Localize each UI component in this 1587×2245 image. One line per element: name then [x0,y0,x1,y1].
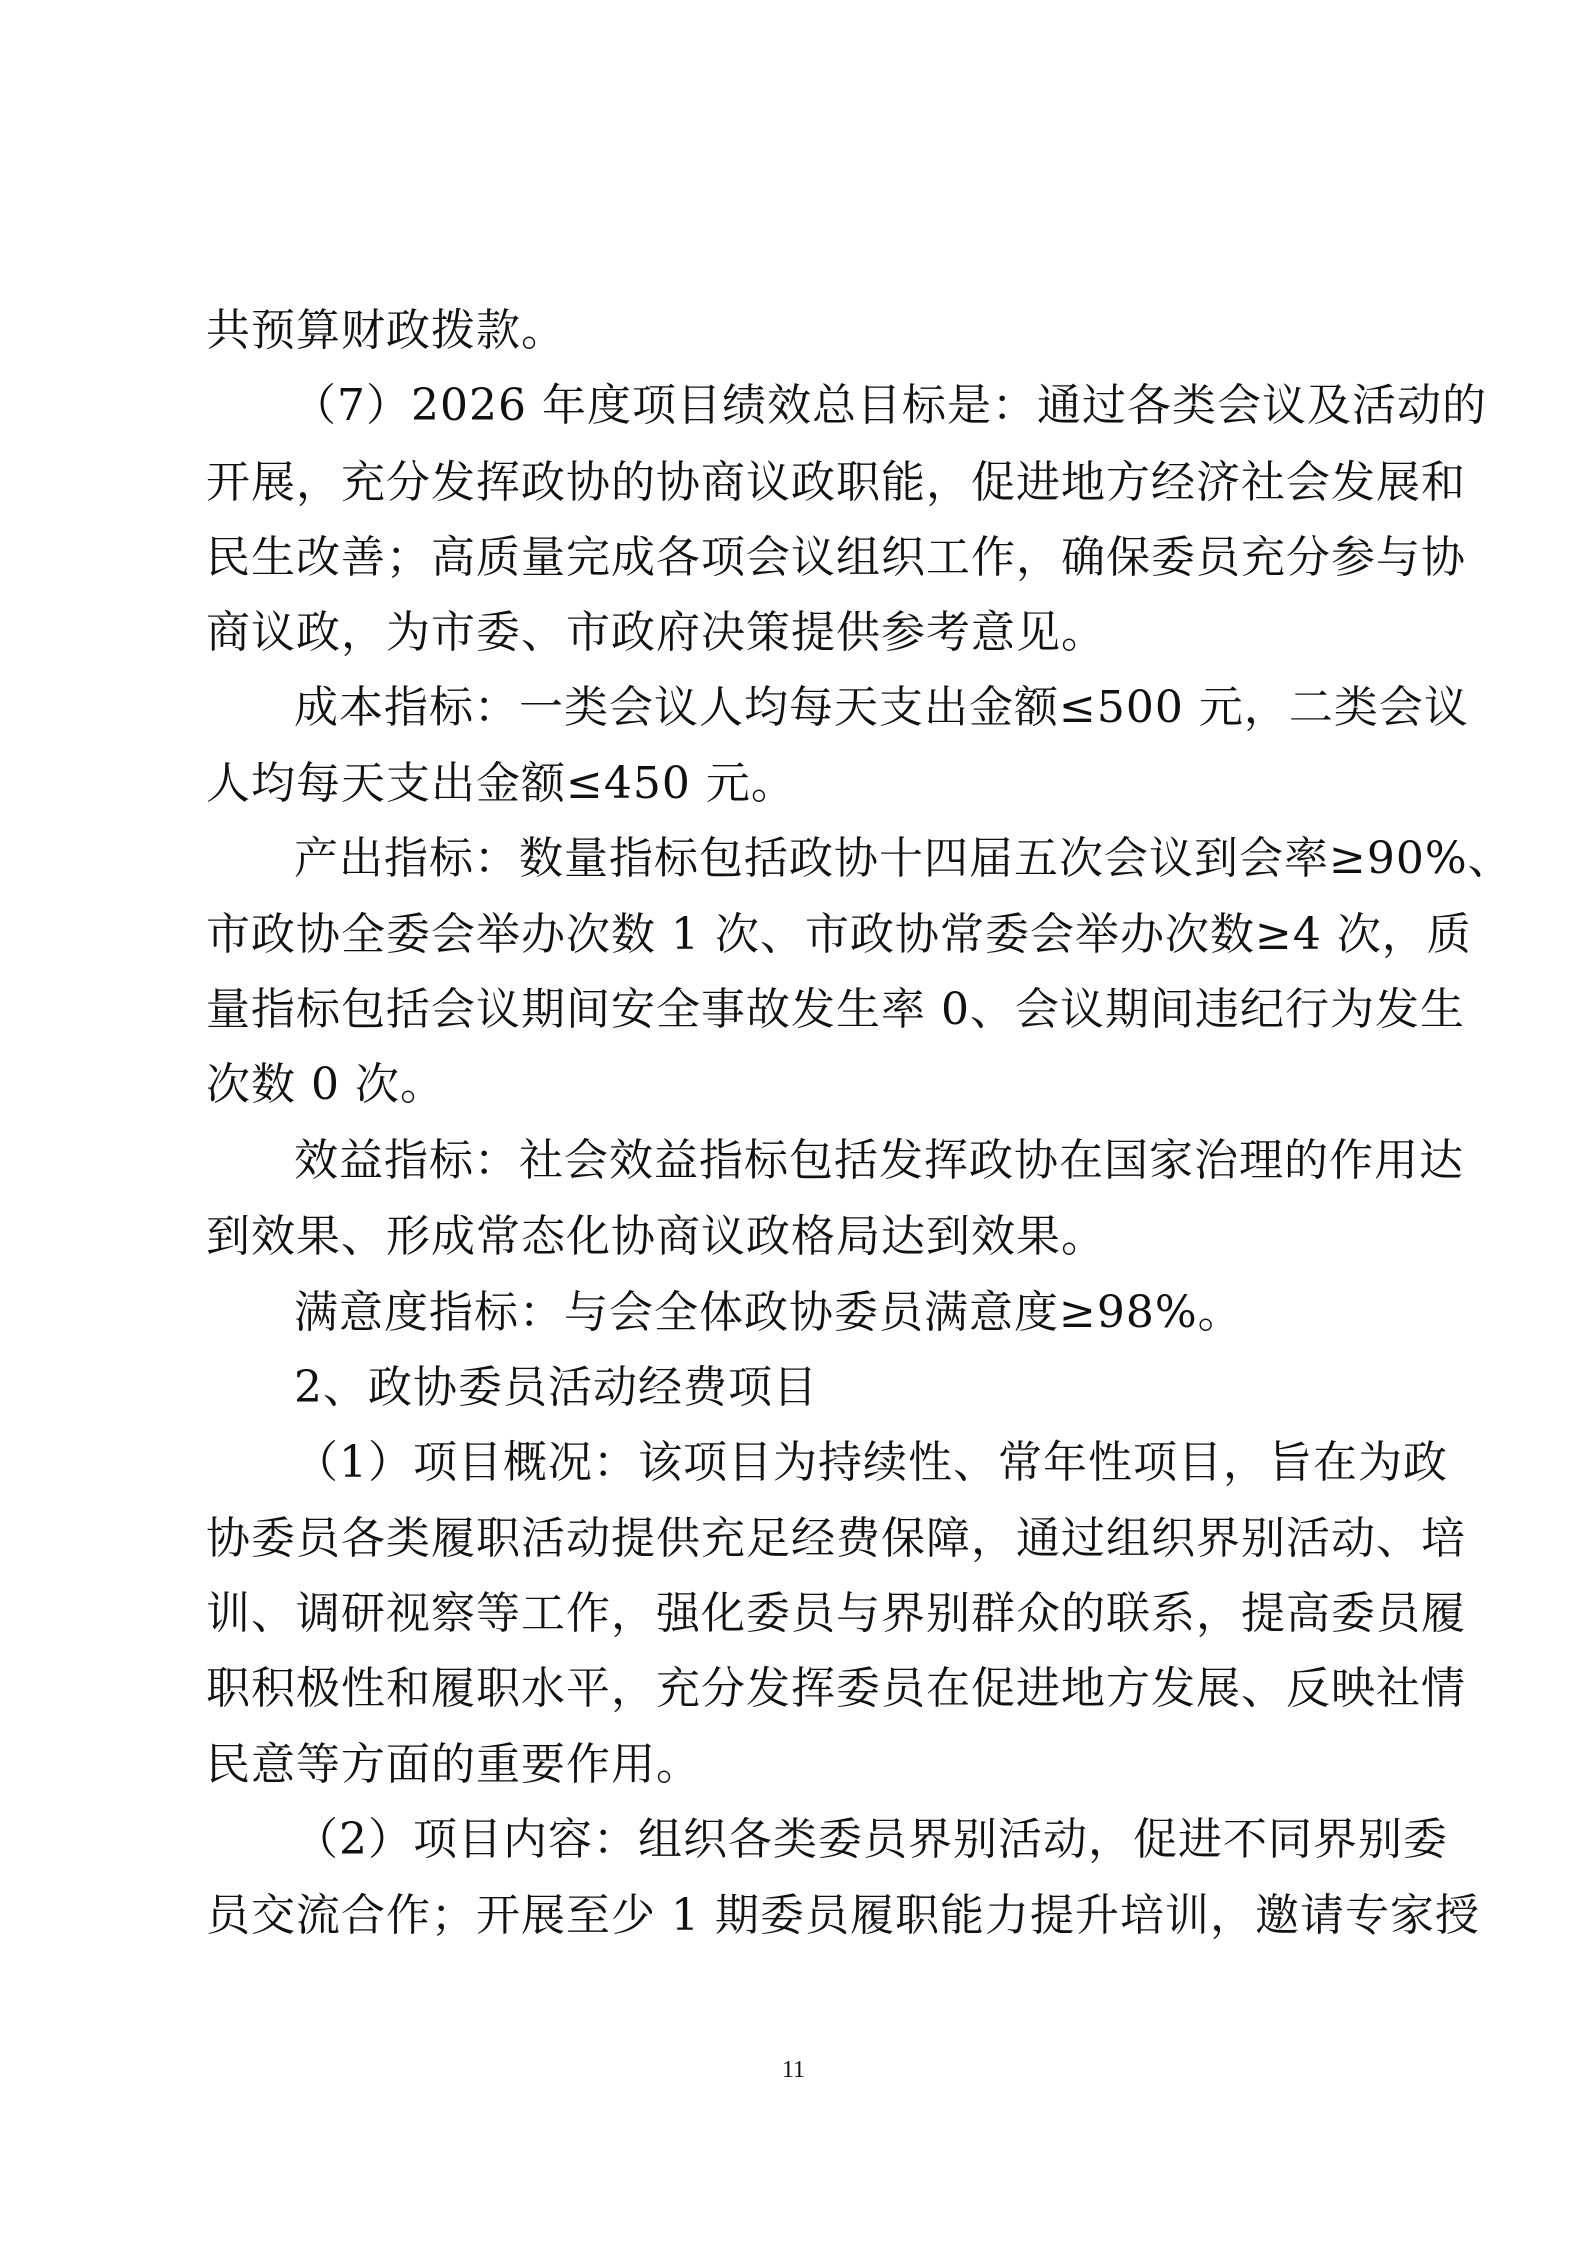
text-line-21: （2）项目内容：组织各类委员界别活动，促进不同界别委 [294,1814,1448,1865]
text-line-8: 产出指标：数量指标包括政协十四届五次会议到会率≥90%、 [294,833,1513,884]
text-line-10: 量指标包括会议期间安全事故发生率 0、会议期间违纪行为发生 [206,984,1465,1035]
section-heading: 2、政协委员活动经费项目 [294,1362,818,1413]
text-line-11: 次数 0 次。 [206,1059,445,1110]
page-number: 11 [781,2057,806,2083]
text-line-14: 满意度指标：与会全体政协委员满意度≥98%。 [294,1287,1243,1338]
text-line-6: 成本指标：一类会议人均每天支出金额≤500 元，二类会议 [294,682,1469,733]
text-line-5: 商议政，为市委、市政府决策提供参考意见。 [206,607,1106,658]
text-line-22: 员交流合作；开展至少 1 期委员履职能力提升培训，邀请专家授 [206,1890,1480,1941]
text-line-12: 效益指标：社会效益指标包括发挥政协在国家治理的作用达 [294,1135,1464,1186]
text-line-7: 人均每天支出金额≤450 元。 [206,758,796,809]
text-line-1: 共预算财政拨款。 [206,305,566,356]
text-line-13: 到效果、形成常态化协商议政格局达到效果。 [206,1211,1106,1262]
text-line-19: 职积极性和履职水平，充分发挥委员在促进地方发展、反映社情 [206,1663,1466,1714]
text-line-17: 协委员各类履职活动提供充足经费保障，通过组织界别活动、培 [206,1513,1466,1564]
text-line-4: 民生改善；高质量完成各项会议组织工作，确保委员充分参与协 [206,532,1466,583]
text-line-20: 民意等方面的重要作用。 [206,1739,701,1790]
text-line-18: 训、调研视察等工作，强化委员与界别群众的联系，提高委员履 [206,1588,1466,1639]
text-line-2: （7）2026 年度项目绩效总目标是：通过各类会议及活动的 [292,380,1487,431]
text-line-16: （1）项目概况：该项目为持续性、常年性项目，旨在为政 [294,1437,1448,1488]
text-line-9: 市政协全委会举办次数 1 次、市政协常委会举办次数≥4 次，质 [206,909,1472,960]
text-line-3: 开展，充分发挥政协的协商议政职能，促进地方经济社会发展和 [206,457,1466,508]
